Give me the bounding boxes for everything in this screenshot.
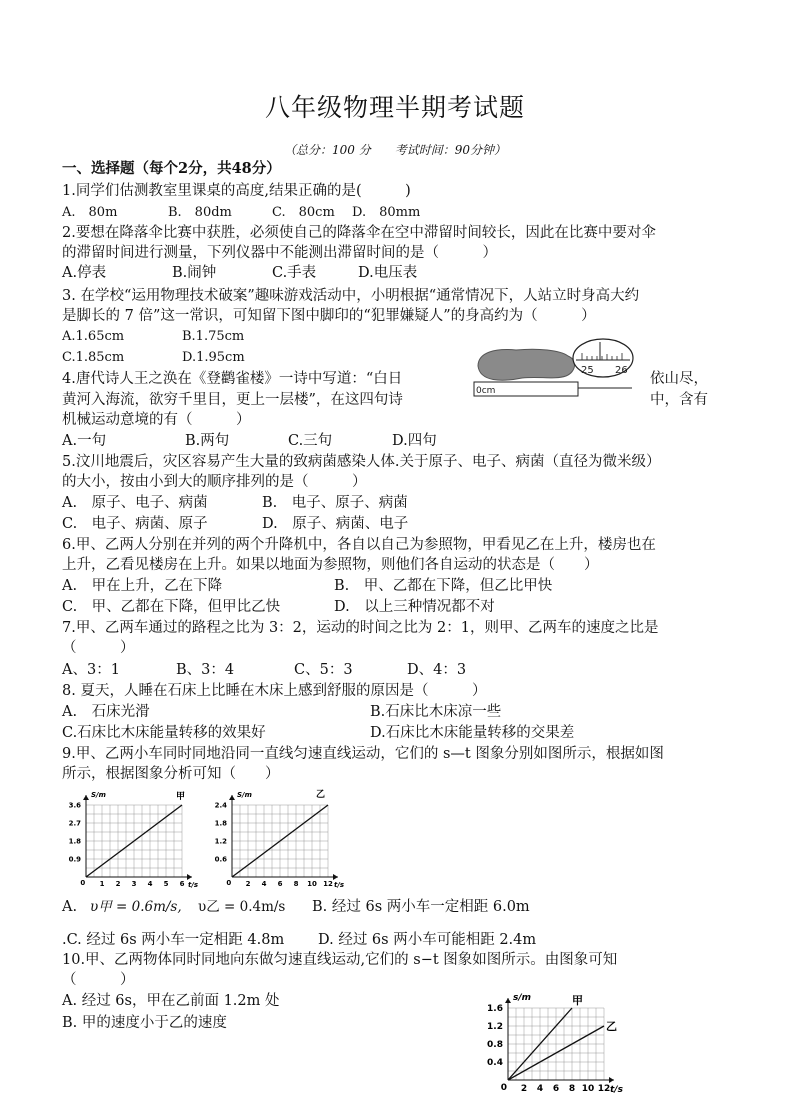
q10-option-a: A. 经过 6s，甲在乙前面 1.2m 处 (62, 993, 280, 1009)
y-tick-label: 3.6 (68, 801, 81, 810)
q10-option-b: B. 甲的速度小于乙的速度 (62, 1015, 227, 1031)
chart-grid (508, 1008, 604, 1080)
y-axis-label: S/m (91, 791, 106, 799)
q7-line-1: 7.甲、乙两车通过的路程之比为 3：2，运动的时间之比为 2：1，则甲、乙两车的速度之比是 (62, 620, 659, 636)
x-tick-label: 6 (277, 880, 283, 888)
x-tick-label: 12 (597, 1084, 611, 1094)
q9-option-c: .C. 经过 6s 两小车一定相距 4.8m (62, 932, 285, 948)
x-axis-arrow (609, 1077, 614, 1083)
y-tick-label: 0.4 (487, 1058, 503, 1069)
series-label: 甲 (176, 792, 186, 802)
q4-option-a: A.一句 (62, 433, 107, 449)
q7-option-c: C、5：3 (294, 662, 353, 678)
q6-option-a: A. 甲在上升，乙在下降 (62, 578, 223, 594)
x-tick-label: 10 (307, 880, 317, 888)
x-axis-arrow (187, 874, 192, 880)
q2-option-a: A.停表 (62, 265, 107, 281)
x-tick-label: 2 (245, 880, 251, 888)
q4-line-2b: 中，含有 (650, 392, 708, 408)
y-tick-label: 0.6 (214, 855, 227, 864)
q10-chart (474, 980, 644, 1104)
q4-option-d: D.四句 (392, 433, 437, 449)
q9-chart-jia (60, 785, 210, 893)
q5-option-b: B. 电子、原子、病菌 (262, 495, 408, 511)
x-axis-arrow (333, 874, 338, 880)
x-axis-label: t/s (610, 1085, 623, 1095)
q9-option-a-v-jia: υ甲 = 0.6m/s, (90, 899, 182, 915)
x-axis-label: t/s (334, 881, 345, 889)
x-tick-label: 4 (536, 1084, 544, 1094)
x-tick-label: 6 (179, 880, 185, 888)
y-tick-label: 1.6 (487, 1004, 503, 1015)
series-label: 乙 (316, 790, 326, 800)
q7-option-a: A、3：1 (62, 662, 120, 678)
q6-option-d: D. 以上三种情况都不对 (334, 599, 495, 615)
y-axis-label: S/m (237, 791, 252, 799)
q10-line-1: 10.甲、乙两物体同时同地向东做匀速直线运动,它们的 s−t 图象如图所示。由图象可知 (62, 952, 618, 968)
x-tick-label: 6 (552, 1084, 560, 1094)
q4-option-c: C.三句 (288, 433, 333, 449)
y-tick-label: 2.7 (68, 819, 81, 828)
q1-stem: 1.同学们估测教室里课桌的高度,结果正确的是( ) (62, 183, 411, 199)
exam-info: （总分：100 分 考试时间：90分钟） (284, 143, 506, 157)
y-axis-label: s/m (513, 993, 532, 1003)
y-axis-arrow (505, 998, 511, 1003)
q6-option-c: C. 甲、乙都在下降，但甲比乙快 (62, 599, 281, 615)
q3-option-b: B.1.75cm (182, 329, 245, 344)
footprint-shape (478, 349, 575, 380)
q9-option-b: B. 经过 6s 两小车一定相距 6.0m (312, 899, 530, 915)
x-tick-label: 8 (568, 1084, 576, 1094)
q8-line-1: 8. 夏天，人睡在石床上比睡在木床上感到舒服的原因是（ ） (62, 683, 487, 699)
q9-line-1: 9.甲、乙两小车同时同地沿同一直线匀速直线运动，它们的 s—t 图象分别如图所示，根据如图 (62, 746, 664, 762)
x-tick-label: 2 (115, 880, 121, 888)
q7-option-d: D、4：3 (407, 662, 467, 678)
q7-line-2: （ ） (62, 640, 135, 656)
x-axis-label: t/s (188, 881, 199, 889)
q9-option-a-v-yi: υ乙 = 0.4m/s (198, 899, 286, 915)
q6-line-1: 6.甲、乙两人分别在并列的两个升降机中，各自以自己为参照物，甲看见乙在上升，楼房也在 (62, 537, 656, 553)
tick-label-26: 26 (615, 365, 628, 376)
y-tick-label: 1.8 (214, 819, 227, 828)
q4-line-1a: 4.唐代诗人王之涣在《登鹳雀楼》一诗中写道：“白日 (62, 371, 403, 387)
y-tick-label: 0.9 (68, 855, 81, 864)
x-tick-label: 4 (261, 880, 267, 888)
q9-line-2: 所示，根据图象分析可知（ ） (62, 766, 280, 782)
q6-option-b: B. 甲、乙都在下降，但乙比甲快 (334, 578, 553, 594)
y-axis-arrow (83, 795, 89, 800)
x-tick-label: 0 (226, 879, 232, 887)
y-axis-arrow (229, 795, 235, 800)
series-label: 乙 (606, 1020, 617, 1033)
q1-option-c: C. 80cm (272, 205, 335, 220)
x-tick-label: 3 (131, 880, 137, 888)
x-tick-label: 0 (500, 1083, 508, 1093)
y-tick-label: 1.8 (68, 837, 81, 846)
q1-option-d: D. 80mm (352, 205, 421, 220)
q2-option-b: B.闹钟 (172, 265, 217, 281)
x-tick-label: 4 (147, 880, 153, 888)
x-tick-label: 10 (581, 1084, 595, 1094)
q8-option-a: A. 石床光滑 (62, 704, 150, 720)
q1-option-b: B. 80dm (168, 205, 232, 220)
x-tick-label: 1 (99, 880, 105, 888)
q5-line-2: 的大小，按由小到大的顺序排列的是（ ） (62, 474, 367, 490)
y-tick-label: 2.4 (214, 801, 227, 810)
tick-label-25: 25 (581, 365, 594, 376)
q7-option-b: B、3：4 (176, 662, 235, 678)
q9-option-a-label: A. (62, 899, 78, 915)
q9-option-d: D. 经过 6s 两小车可能相距 2.4m (318, 932, 537, 948)
q3-option-c: C.1.85cm (62, 350, 125, 365)
page-title: 八年级物理半期考试题 (264, 93, 525, 122)
x-tick-label: 0 (80, 879, 86, 887)
q5-option-d: D. 原子、病菌、电子 (262, 516, 409, 532)
x-tick-label: 2 (520, 1084, 528, 1094)
series-label: 甲 (572, 994, 583, 1007)
q4-option-b: B.两句 (185, 433, 230, 449)
q3-line-1: 3. 在学校“运用物理技术破案”趣味游戏活动中，小明根据“通常情况下，人站立时身高大约 (62, 288, 640, 304)
ruler-zero-label: 0cm (476, 386, 496, 396)
q8-option-b: B.石床比木床凉一些 (370, 704, 502, 720)
y-tick-label: 1.2 (487, 1022, 503, 1033)
x-tick-label: 12 (323, 880, 333, 888)
q3-option-a: A.1.65cm (62, 329, 125, 344)
y-tick-label: 0.8 (487, 1040, 503, 1051)
q9-chart-yi (208, 785, 356, 893)
q4-line-1b: 依山尽， (650, 371, 708, 387)
q2-option-c: C.手表 (272, 265, 317, 281)
q1-option-a: A. 80m (62, 205, 118, 220)
q5-option-a: A. 原子、电子、病菌 (62, 495, 208, 511)
q8-option-d: D.石床比木床能量转移的交果差 (370, 725, 575, 741)
q6-line-2: 上升，乙看见楼房在上升。如果以地面为参照物，则他们各自运动的状态是（ ） (62, 557, 599, 573)
x-tick-label: 8 (293, 880, 299, 888)
q2-option-d: D.电压表 (358, 265, 418, 281)
footprint-figure (472, 338, 638, 400)
q2-line-1: 2.要想在降落伞比赛中获胜，必须使自己的降落伞在空中滞留时间较长，因此在比赛中要对伞 (62, 225, 656, 241)
section-heading: 一、选择题（每个2分，共48分） (62, 160, 281, 177)
q8-option-c: C.石床比木床能量转移的效果好 (62, 725, 266, 741)
q4-line-2a: 黄河入海流，欲穷千里目，更上一层楼”，在这四句诗 (62, 392, 403, 408)
q10-line-2: （ ） (62, 972, 135, 988)
x-tick-label: 5 (163, 880, 169, 888)
q4-line-3: 机械运动意境的有（ ） (62, 412, 251, 428)
y-tick-label: 1.2 (214, 837, 227, 846)
q5-option-c: C. 电子、病菌、原子 (62, 516, 208, 532)
q2-line-2: 的滞留时间进行测量，下列仪器中不能测出滞留时间的是（ ） (62, 245, 497, 261)
q3-option-d: D.1.95cm (182, 350, 245, 365)
q3-line-2: 是脚长的 7 倍”这一常识，可知留下图中脚印的“犯罪嫌疑人”的身高约为（ ） (62, 308, 596, 324)
q5-line-1: 5.汶川地震后，灾区容易产生大量的致病菌感染人体.关于原子、电子、病菌（直径为微米级） (62, 454, 661, 470)
